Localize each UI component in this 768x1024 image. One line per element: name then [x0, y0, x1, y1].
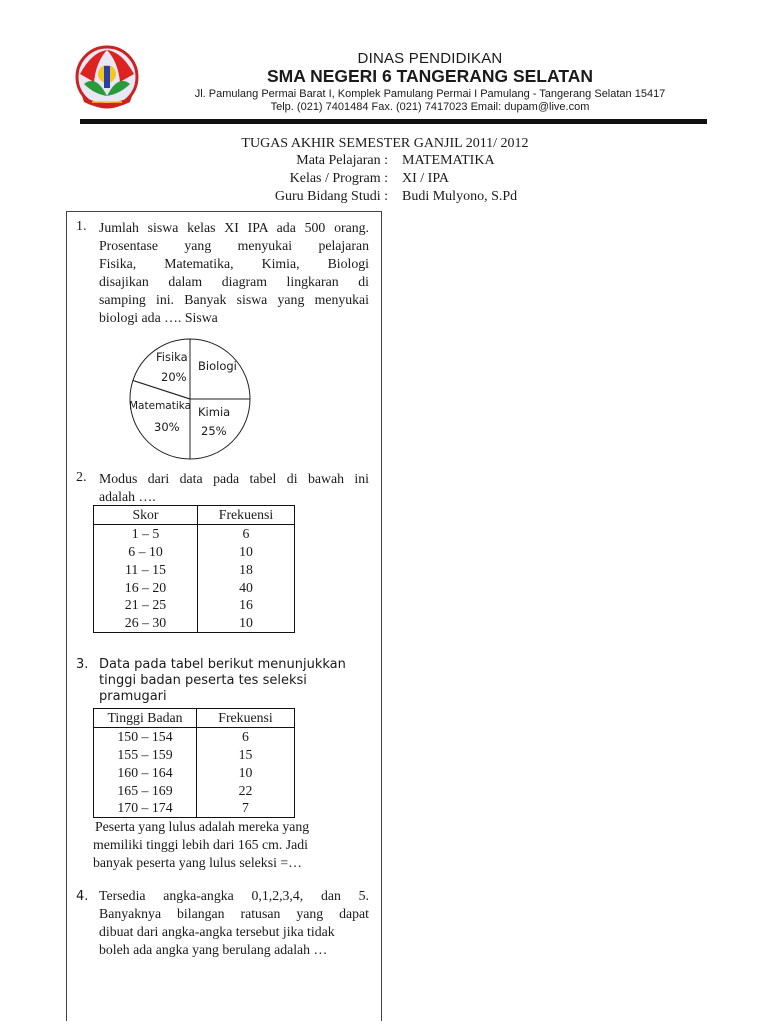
pie-label-matematika: Matematika [129, 400, 192, 412]
question-1-text [99, 219, 369, 327]
pie-value-fisika: 20% [161, 370, 187, 384]
table-cell: 6 [242, 729, 249, 745]
height-frequency-table [93, 708, 295, 818]
table-cell: 11 – 15 [94, 560, 198, 578]
table-cell: 1 – 5 [94, 524, 198, 542]
meta-class-key: Kelas / Program : [289, 171, 388, 186]
exam-title: TUGAS AKHIR SEMESTER GANJIL 2011/ 2012 [241, 136, 529, 151]
table-row [94, 543, 295, 561]
agency-name: DINAS PENDIDIKAN [357, 50, 503, 67]
meta-class-value: XI / IPA [402, 171, 449, 186]
school-address: Jl. Pamulang Permai Barat I, Komplek Pamulang Permai I Pamulang - Tangerang Selatan 15417 [194, 88, 666, 100]
question-4-text [99, 887, 369, 959]
question-3-followup-line: Peserta yang lulus adalah mereka yang [95, 819, 310, 834]
table-cell: 160 – 164 [94, 763, 197, 781]
meta-subject-key: Mata Pelajaran : [296, 153, 388, 168]
table-header: Frekuensi [198, 506, 295, 525]
school-logo [74, 44, 140, 114]
question-1-line: Jumlah siswa kelas XI IPA ada 500 orang. [99, 220, 369, 235]
question-3-number: 3. [76, 657, 89, 672]
letterhead-divider [80, 119, 707, 124]
question-3-text [99, 657, 369, 705]
question-3-line: Data pada tabel berikut menunjukkan [99, 657, 346, 672]
table-row [94, 578, 295, 596]
table-cell: 10 [239, 615, 253, 631]
question-2-line: Modus dari data pada tabel di bawah ini [99, 471, 369, 486]
pie-label-fisika: Fisika [156, 350, 188, 364]
table-header-row [94, 709, 295, 728]
table-header: Frekuensi [197, 709, 295, 728]
table-row [94, 746, 295, 764]
table-row [94, 799, 295, 817]
score-frequency-table [93, 505, 295, 633]
table-cell: 170 – 174 [94, 799, 197, 817]
meta-teacher-value: Budi Mulyono, S.Pd [402, 189, 518, 204]
table-cell: 155 – 159 [94, 746, 197, 764]
question-3-followup [93, 818, 379, 872]
pie-value-kimia: 25% [201, 424, 227, 438]
table-cell: 10 [239, 543, 253, 559]
table-cell: 10 [238, 764, 253, 780]
question-3-line: tinggi badan peserta tes seleksi [99, 673, 307, 688]
question-1-line: disajikan dalam diagram lingkaran di [99, 274, 369, 289]
question-4-line: Banyaknya bilangan ratusan yang dapat [99, 906, 369, 921]
question-3-line: pramugari [99, 689, 167, 704]
table-cell: 26 – 30 [94, 614, 198, 632]
table-row [94, 614, 295, 632]
meta-teacher-key: Guru Bidang Studi : [274, 189, 388, 204]
table-cell: 7 [242, 800, 249, 816]
table-header: Tinggi Badan [94, 709, 197, 728]
question-4-number: 4. [76, 889, 89, 904]
question-3-followup-line: banyak peserta yang lulus seleksi =… [93, 855, 302, 870]
table-row [94, 727, 295, 745]
pie-slice-fisika [133, 339, 190, 399]
question-2-number: 2. [76, 470, 87, 485]
table-cell: 15 [238, 746, 253, 762]
question-4-line: boleh ada angka yang berulang adalah … [99, 942, 328, 957]
table-row [94, 596, 295, 614]
table-row [94, 781, 295, 799]
pie-slices [130, 339, 250, 459]
question-3-followup-line: memiliki tinggi lebih dari 165 cm. Jadi [93, 837, 308, 852]
table-cell: 165 – 169 [94, 781, 197, 799]
meta-subject-value: MATEMATIKA [402, 153, 495, 168]
table-cell: 6 [242, 526, 250, 542]
school-name: SMA NEGERI 6 TANGERANG SELATAN [266, 66, 594, 86]
question-1-line: Prosentase yang menyukai pelajaran [99, 238, 369, 253]
question-2-text [99, 470, 369, 506]
table-cell: 18 [239, 561, 253, 577]
table-header: Skor [94, 506, 198, 525]
table-cell: 40 [239, 579, 253, 595]
question-1-line: biologi ada …. Siswa [99, 310, 218, 325]
question-4-line: Tersedia angka-angka 0,1,2,3,4, dan 5. [99, 888, 369, 903]
table-cell: 6 – 10 [94, 543, 198, 561]
pie-chart [128, 337, 252, 461]
table-row [94, 560, 295, 578]
question-1-number: 1. [76, 219, 87, 234]
question-2-line: adalah …. [99, 489, 156, 504]
question-4-line: dibuat dari angka-angka tersebut jika tidak [99, 924, 335, 939]
table-cell: 16 – 20 [94, 578, 198, 596]
table-row [94, 763, 295, 781]
table-cell: 150 – 154 [94, 727, 197, 745]
pie-label-kimia: Kimia [198, 405, 231, 419]
pie-value-matematika: 30% [154, 420, 180, 434]
school-contact: Telp. (021) 7401484 Fax. (021) 7417023 Email: dupam@live.com [270, 101, 590, 113]
question-1-line: Fisika, Matematika, Kimia, Biologi [99, 256, 369, 271]
table-header-row [94, 506, 295, 525]
table-cell: 16 [239, 597, 253, 613]
pie-label-biologi: Biologi [198, 359, 237, 373]
question-1-line: samping ini. Banyak siswa yang menyukai [99, 292, 369, 307]
table-cell: 22 [238, 782, 253, 798]
table-cell: 21 – 25 [94, 596, 198, 614]
table-row [94, 524, 295, 542]
